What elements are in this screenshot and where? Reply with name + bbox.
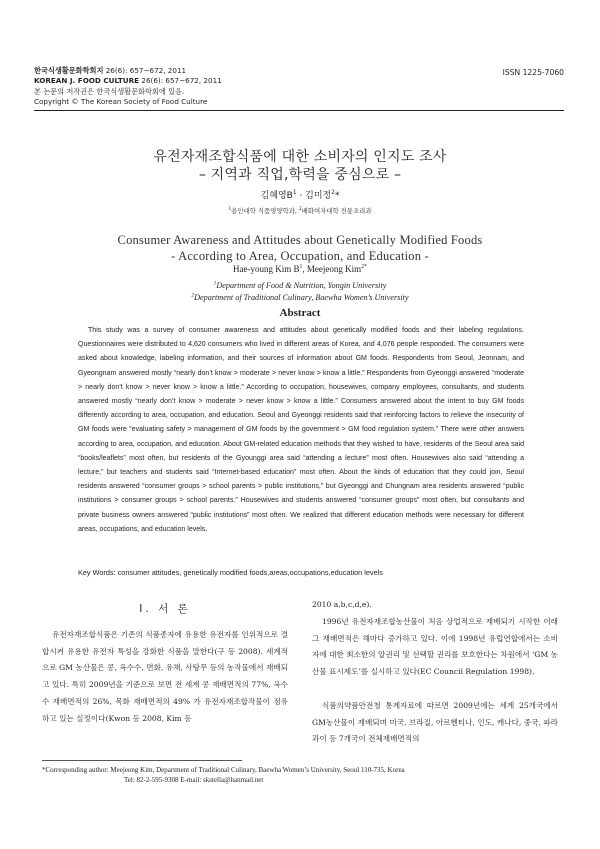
subtitle-kr: – 지역과 직업,학력을 중심으로 – <box>198 167 402 183</box>
copyright-kr: 본 논문의 저작권은 한국식생활문화학회에 있음. <box>34 87 185 96</box>
author-2-kr: · 김미정 <box>296 191 332 201</box>
footnote-corresponding: *Corresponding author: Meejeong Kim, Department of Traditional Culinary, Baewha Women’s University, Seoul 110-735, Korea <box>42 766 405 774</box>
subtitle-en: - According to Area, Occupation, and Education - <box>171 249 429 263</box>
intro-left-paragraph: 유전자재조합식품은 기존의 식품종자에 유용한 유전자를 인위적으로 결합시켜 유용한 유전자 특성을 강화한 식품을 말한다(구 등 2008). 세계적으로 GM 농산물은 콩, 옥수수, 면화, 유채, 사탕무 등의 농작물에서 재배되고 있다. 특히 2009년을 기준으로 보면 전 세계 콩 재배면적의 77%, 옥수수 재배면적의 26%, 목화 재배면적의 49% 가 유전자재조합작물이 점유하고 있는 실정이다(Kwon 등 2008, Kim 등 <box>42 630 288 723</box>
header-rule <box>34 110 564 111</box>
affiliation-1-en: $^1$Department of Food & Nutrition, Yongin University <box>213 280 387 290</box>
issn: ISSN 1225-7060 <box>502 68 564 77</box>
journal-header-en <box>34 76 222 85</box>
keywords-list: consumer attitudes, genetically modified foods,areas,occupations,education levels <box>117 568 383 577</box>
journal-name-en: KOREAN J. FOOD CULTURE <box>34 76 140 85</box>
author-1-kr: 김혜영B <box>260 191 293 201</box>
copyright-en: Copyright © The Korean Society of Food Culture <box>34 97 208 106</box>
title-kr: 유전자재조합식품에 대한 소비자의 인지도 조사 <box>153 149 447 165</box>
intro-right-paragraph-2: 식품의약품안전청 통계자료에 따르면 2009년에는 세계 25개국에서 GM농산물이 재배되며 미국, 브라질, 아르헨티나, 인도, 캐나다, 중국, 파라과이 등 7개국이 전체재배면적의 <box>312 701 558 744</box>
keywords-label: Key Words: <box>78 568 116 577</box>
footnote-contact: Tel: 82-2-595-9308 E-mail: skstella@hanmail.net <box>124 776 264 784</box>
abstract-text: This study was a survey of consumer awareness and attitudes about genetically modified foods and their labeling regulations. Questionnaires were distributed to 4,620 consumers who lived in different areas of Korea, and 4,076 people responded. The consumers were asked about knowledge, labeling information, and their sources of information about GM foods. Respondents from Seoul, Jeonnam, and Gyeongnam answered mostly “nearly don’t know > moderate > never know > know a little.” Respondents from Gyeonggi answered “moderate > nearly don’t know > never know > know a little.” According to occupation, housewives, company employees, consultants, and students answered mostly “nearly don’t know > moderate > never know > know a little.” Consumers answered about the intent to buy GM foods differently according to area, occupation, and education. Seoul and Gyeonggi residents said that reinforcing factors to relieve the insecurity of GM foods were “evaluating safety > management of GM foods by the government > GM food regulation system.” There were other answers according to area, occupation, and education. About GM-related education methods that they wished to have, residents of the Seoul area said “books/leaflets” most often, but residents of the Gyounggi area said “attending a lecture” most often. Housewives also said “attending a lecture,” but teachers and students said “Internet-based education” most often. About the kinds of education that they could join, Seoul residents answered “consumer groups > school parents > public institutions,” but Gyeonggi and Chungnam area residents answered “public institutions > consumer groups > school parents.” Housewives and students answered “consumer groups” most often, but consultants and private business owners answered “public institutions” most often. We realized that different education methods were necessary for different areas, occupations, and education levels. <box>78 327 524 533</box>
authors-en: Hae-young Kim $B^1$, Meejeong Kim$^{2*}$ <box>232 264 367 274</box>
authors-kr: 김혜영$B^1$ · 김미정$^2$* <box>260 190 340 201</box>
abstract-heading: Abstract <box>279 307 321 319</box>
keywords <box>78 568 383 577</box>
footnote <box>42 765 405 785</box>
journal-name-kr: 한국식생활문화학회지 <box>34 66 104 75</box>
journal-header-kr <box>34 66 186 75</box>
affiliation-2-en: $^2$Department of Traditional Culinary, Baewha Women’s University <box>191 292 409 302</box>
section-heading-intro: I. 서 론 <box>139 603 191 615</box>
title-en: Consumer Awareness and Attitudes about Genetically Modified Foods <box>117 233 483 247</box>
journal-cite-en: 26(6): 657~672, 2011 <box>141 76 222 85</box>
affiliations-kr: $^1$용인대학 식품영양학과, $^2$배화여자대학 전통조리과 <box>228 205 372 215</box>
intro-right-paragraph-1: 1996년 유전자재조합농산물이 처음 상업적으로 재배되기 시작한 이래 그 재배면적은 해마다 증가하고 있다. 이에 1998년 유럽연합에서는 소비자에 대한 최소한의 알권리 및 선택할 권리를 보호한다는 차원에서 ‘GM 농산물 표시제도’를 실시하고 있다(EC Council Regulation 1998). <box>312 617 558 677</box>
intro-right-continuation: 2010 a,b,c,d,e). <box>312 600 372 609</box>
footnote-rule <box>42 760 242 761</box>
journal-cite-kr: 26(6): 657~672, 2011 <box>105 66 187 75</box>
